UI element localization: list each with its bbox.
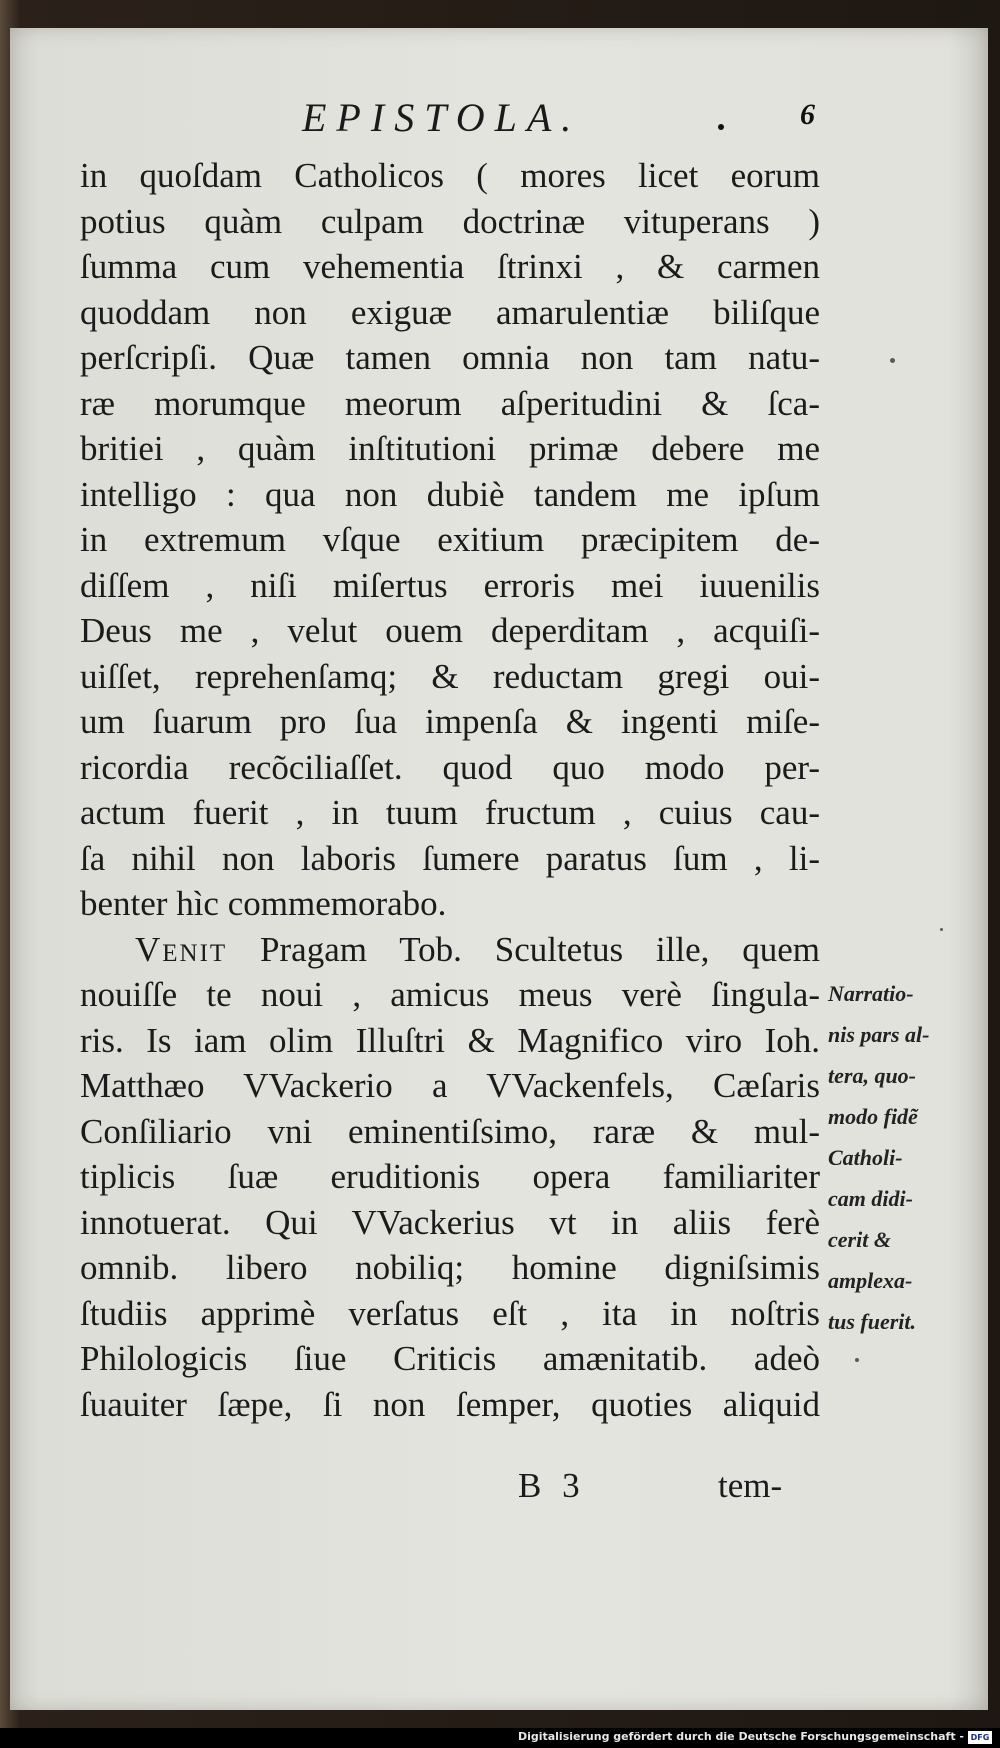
text-line: diſſem , niſi miſertus erroris mei iuuenilis: [80, 565, 820, 605]
text-line: ricordia recõciliaſſet. quod quo modo per-: [80, 747, 820, 787]
marginal-note-line: Narratio-: [828, 981, 914, 1006]
text-line: Deus me , velut ouem deperditam , acquiſi-: [80, 611, 820, 650]
book-page: [10, 28, 988, 1710]
marginal-note-line: nis pars al-: [828, 1022, 930, 1047]
ink-dot: [718, 124, 724, 130]
text-line: Conſiliario vni eminentiſsimo, raræ & mul-: [80, 1111, 820, 1151]
paragraph-initial-word: Venit: [135, 929, 228, 969]
main-text-block: [80, 153, 820, 1427]
text-line: um ſuarum pro ſua impenſa & ingenti miſe-: [80, 702, 820, 741]
text-line: ſumma cum vehementia ſtrinxi , & carmen: [80, 247, 820, 286]
text-line: innotuerat. Qui VVackerius vt in aliis ferè: [80, 1202, 820, 1242]
marginal-note-line: tus fuerit.: [828, 1309, 917, 1334]
marginal-note-line: Catholi-: [828, 1145, 903, 1170]
text-line: ris. Is iam olim Illuſtri & Magnifico viro Ioh.: [80, 1020, 820, 1060]
paragraph-opening-line: [80, 927, 820, 973]
paper-speck: [855, 1358, 859, 1362]
folio-number: 6: [800, 98, 815, 131]
marginal-note-line: amplexa-: [828, 1268, 913, 1293]
paper-speck: [940, 928, 943, 931]
running-head: EPISTOLA.: [302, 95, 582, 140]
opening-line-text: Pragam Tob. Scultetus ille, quem: [227, 929, 820, 969]
marginal-note-line: modo fidẽ: [828, 1104, 918, 1129]
text-line: omnib. libero nobiliq; homine digniſsimis: [80, 1248, 820, 1287]
text-line: intelligo : qua non dubiè tandem me ipſum: [80, 474, 820, 514]
funding-credit: Digitalisierung gefördert durch die Deutsche Forschungsgemeinschaft -: [517, 1730, 964, 1743]
text-line: perſcripſi. Quæ tamen omnia non tam natu-: [80, 338, 820, 377]
text-line: Matthæo VVackerio a VVackenfels, Cæſaris: [80, 1066, 820, 1105]
text-line: Philologicis ſiue Criticis amænitatib. adeò: [80, 1339, 820, 1378]
text-line: tiplicis ſuæ eruditionis opera familiariter: [80, 1157, 820, 1196]
signature-mark: B 3: [518, 1466, 586, 1505]
text-line: potius quàm culpam doctrinæ vituperans ): [80, 201, 820, 241]
text-line: ſuauiter ſæpe, ſi non ſemper, quoties aliquid: [80, 1384, 820, 1424]
paper-speck: [890, 358, 895, 363]
catchword: tem-: [718, 1466, 783, 1505]
text-line: quoddam non exiguæ amarulentiæ biliſque: [80, 292, 820, 332]
dfg-logo: DFG: [968, 1731, 992, 1744]
text-line: in quoſdam Catholicos ( mores licet eorum: [80, 156, 820, 195]
footer-bar: [0, 1728, 1000, 1748]
text-line: benter hìc commemorabo.: [80, 884, 447, 923]
marginal-note-line: cam didi-: [828, 1186, 913, 1211]
text-line: ſa nihil non laboris ſumere paratus ſum , li-: [80, 838, 820, 878]
text-line: nouiſſe te noui , amicus meus verè ſingula-: [80, 975, 820, 1014]
text-line: britiei , quàm inſtitutioni primæ debere me: [80, 429, 820, 468]
text-line: ſtudiis apprimè verſatus eſt , ita in noſtris: [80, 1293, 820, 1333]
marginal-note: [828, 973, 978, 1342]
text-line: uiſſet, reprehenſamq; & reductam gregi oui-: [80, 656, 820, 696]
text-line: ræ morumque meorum aſperitudini & ſca-: [80, 383, 820, 423]
marginal-note-line: cerit &: [828, 1227, 891, 1252]
text-line: actum fuerit , in tuum fructum , cuius cau-: [80, 793, 820, 832]
text-line: in extremum vſque exitium præcipitem de-: [80, 520, 820, 559]
marginal-note-line: tera, quo-: [828, 1063, 916, 1088]
